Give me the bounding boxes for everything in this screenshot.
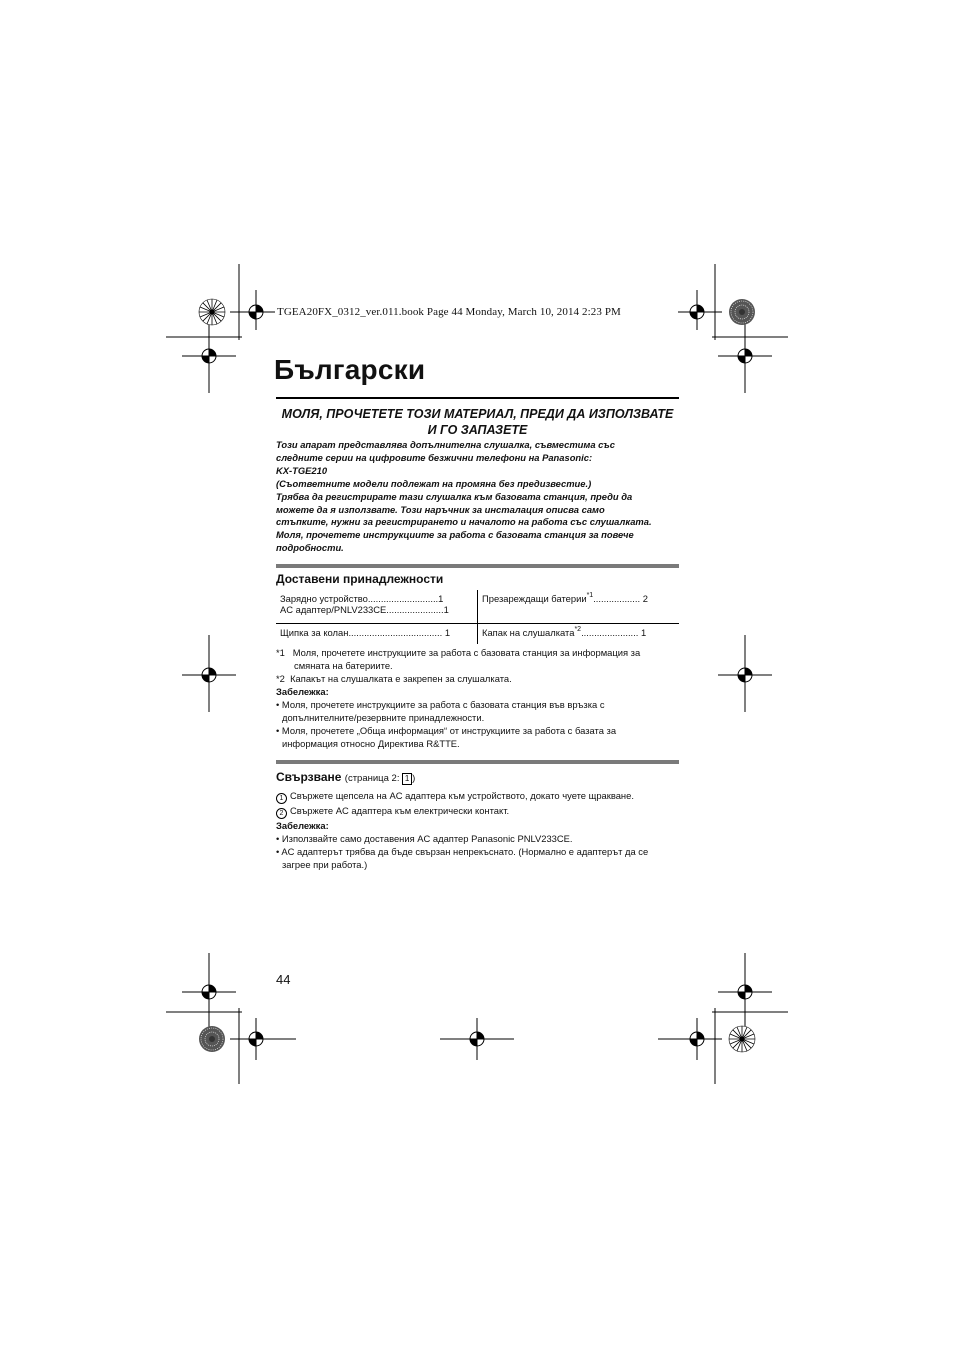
accessory-item: Зарядно устройство...........................1: [280, 593, 444, 604]
footnote-cont: смяната на батериите.: [294, 660, 393, 671]
accessories-table: [276, 590, 679, 644]
note-item: • Моля, прочетете инструкциите за работа с базовата станция във връзка с: [276, 699, 605, 710]
title-rule: [276, 397, 679, 399]
connection-body: [276, 789, 686, 871]
table-divider-vertical: [477, 590, 478, 644]
page-number: 44: [276, 972, 291, 987]
notice-line: подробности.: [276, 542, 344, 554]
note-item-cont: допълнителните/резервните принадлежности.: [282, 712, 485, 723]
notice-line: следните серии на цифровите безжични телефони на Panasonic:: [276, 451, 593, 463]
notice-heading: [276, 406, 679, 438]
notice-heading-line-2: И ГО ЗАПАЗЕТЕ: [427, 423, 528, 437]
page-title: Български: [274, 354, 426, 385]
note-label: Забележка:: [276, 686, 329, 697]
print-header: TGEA20FX_0312_ver.011.book Page 44 Monday, March 10, 2014 2:23 PM: [277, 306, 621, 318]
note-item: • Използвайте само доставения AC адаптер Panasonic PNLV233CE.: [276, 833, 573, 844]
notice-body: [276, 439, 679, 555]
accessory-item: Капак на слушалката$^{*2}$...................... 1: [482, 626, 647, 638]
note-label: Забележка:: [276, 820, 329, 831]
table-divider-horizontal: [276, 623, 679, 624]
step-item: 2 Свържете AC адаптера към електрически контакт.: [276, 804, 686, 819]
accessory-item: AC адаптер/PNLV233CE......................1: [280, 604, 449, 615]
accessories-title: Доставени принадлежности: [276, 572, 444, 586]
connection-title: Свързване (страница 2: 1 ): [276, 770, 416, 784]
footnote: *2 Капакът на слушалката е закрепен за слушалката.: [276, 673, 512, 684]
note-item: • AC адаптерът трябва да бъде свързан непрекъснато. (Нормално е адаптерът да се: [276, 846, 649, 857]
accessory-item: Презареждащи батерии$^{*1}$.................. 2: [482, 592, 648, 604]
note-item: • Моля, прочетете „Обща информация“ от инструкциите за работа с базата за: [276, 725, 617, 736]
page-ref-box: 1: [402, 773, 412, 785]
accessories-notes: [276, 646, 686, 750]
notice-heading-line-1: МОЛЯ, ПРОЧЕТЕТЕ ТОЗИ МАТЕРИАЛ, ПРЕДИ ДА ИЗПОЛЗВАТЕ: [281, 407, 674, 421]
accessory-item: Щипка за колан.................................... 1: [280, 627, 451, 638]
notice-line: (Съответните модели подлежат на промяна без предизвестие.): [276, 477, 592, 489]
step-item: 1 Свържете щепсела на AC адаптера към устройството, докато чуете щракване.: [276, 789, 686, 804]
notice-line: Моля, прочетете инструкциите за работа с базовата станция за повече: [276, 529, 634, 541]
section-divider: [276, 760, 679, 764]
notice-line: стъпките, нужни за регистрирането и началото на работа със слушалката.: [276, 516, 652, 528]
notice-line: KX-TGE210: [276, 464, 328, 476]
notice-line: можете да я използвате. Този наръчник за инсталация описва само: [276, 503, 605, 515]
note-item-cont: информация относно Директива R&TTE.: [282, 738, 460, 749]
note-item-cont: загрее при работа.): [282, 859, 368, 870]
notice-line: Този апарат представлява допълнителна слушалка, съвместима със: [276, 439, 615, 450]
footnote: *1 Моля, прочетете инструкциите за работа с базовата станция за информация за: [276, 647, 641, 658]
section-divider: [276, 564, 679, 568]
notice-line: Трябва да регистрирате тази слушалка към базовата станция, преди да: [276, 490, 633, 502]
